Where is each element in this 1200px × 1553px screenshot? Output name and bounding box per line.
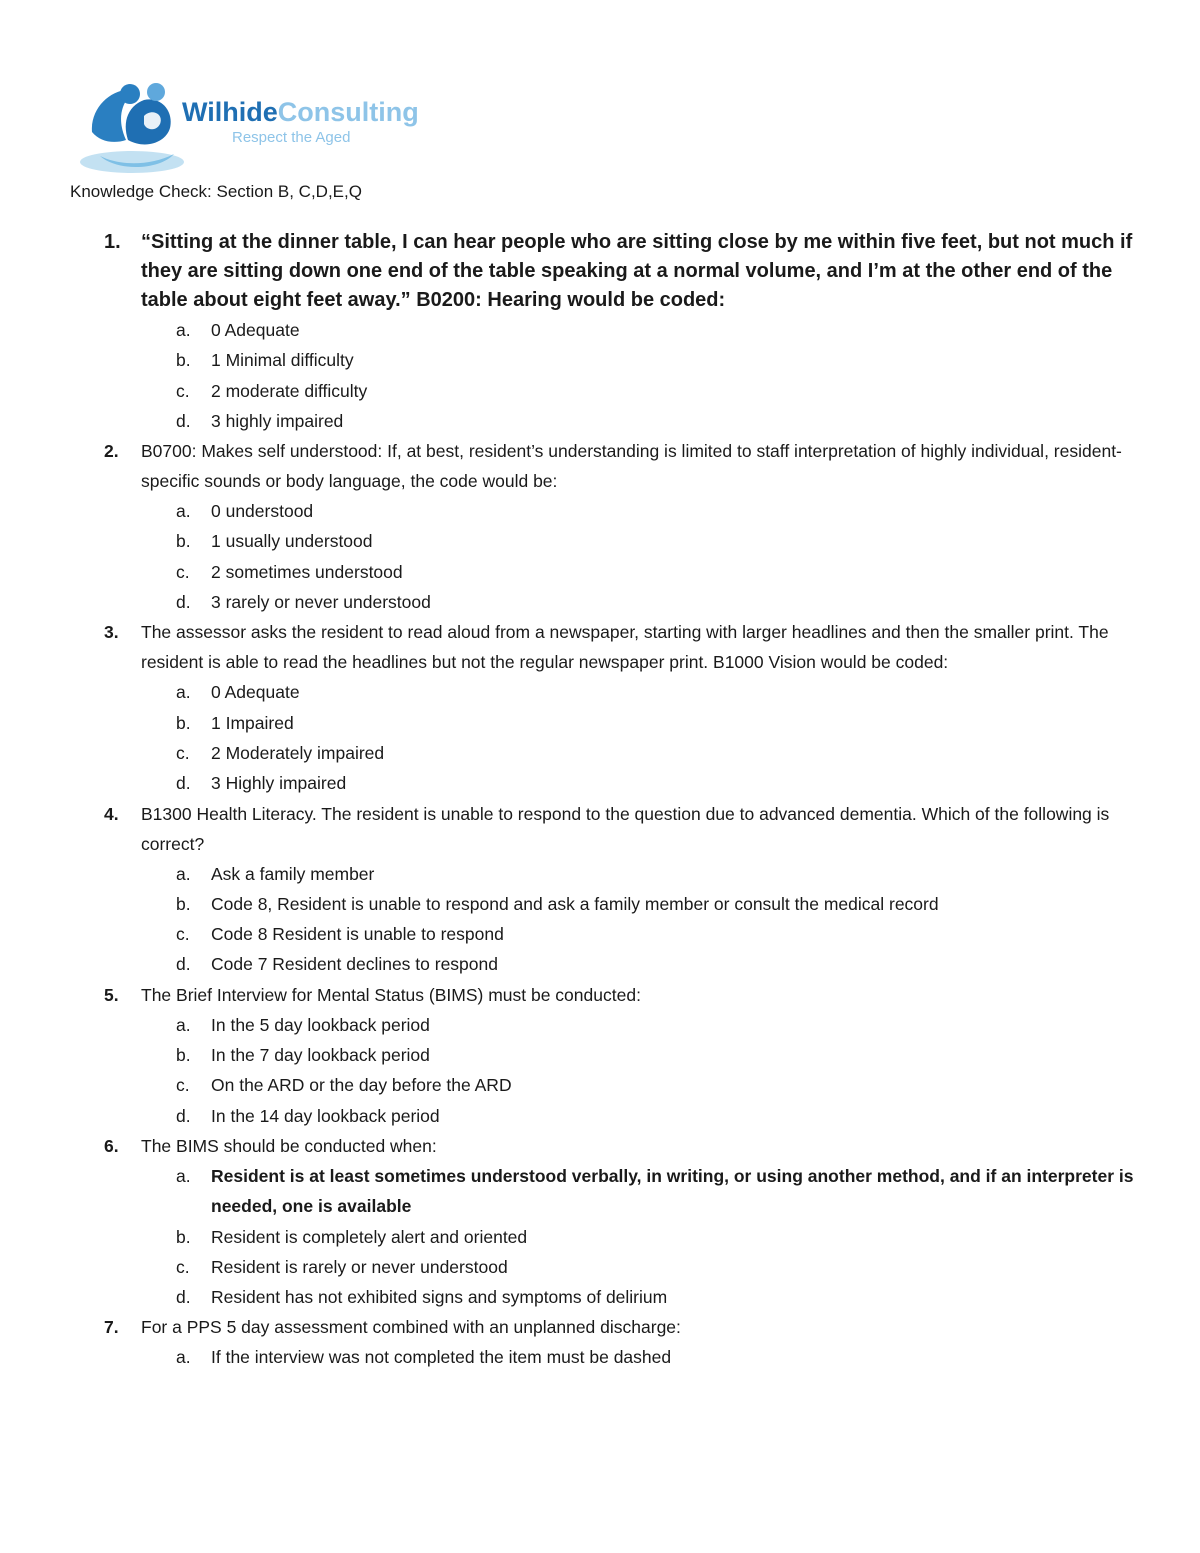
question-text: B1300 Health Literacy. The resident is unable to respond to the question due to advanced dementia. Which of the following is correct? (141, 803, 1110, 854)
answer-letter: c. (176, 380, 190, 401)
answer-text: Resident is at least sometimes understood verbally, in writing, or using another method, and if an interpreter is needed, one is available (211, 1165, 1134, 1217)
answer-option (141, 587, 1135, 617)
answer-text: Resident has not exhibited signs and symptoms of delirium (211, 1287, 668, 1308)
answer-text: 3 rarely or never understood (211, 592, 431, 613)
question-number: 7. (104, 1317, 119, 1338)
answer-option (141, 1010, 1135, 1040)
answer-letter: c. (176, 924, 190, 945)
answer-text: If the interview was not completed the item must be dashed (211, 1347, 672, 1368)
answer-option (141, 406, 1135, 436)
answer-option (141, 526, 1135, 556)
answer-text: 3 Highly impaired (211, 773, 347, 794)
answer-text: In the 14 day lookback period (211, 1105, 440, 1126)
answer-list (141, 1010, 1135, 1131)
question-number: 4. (104, 803, 119, 824)
answer-letter: d. (176, 954, 191, 975)
answer-letter: a. (176, 1014, 191, 1035)
question-text: B0700: Makes self understood: If, at best, resident’s understanding is limited to staff interpretation of highly individual, resident-specific sounds or body language, the code would be: (141, 441, 1122, 492)
answer-option (141, 949, 1135, 979)
answer-option (141, 557, 1135, 587)
question-text: The assessor asks the resident to read aloud from a newspaper, starting with larger headlines and then the smaller print. The resident is able to read the headlines but not the regular newspaper print. B1000 Vision would be coded: (141, 622, 1109, 673)
answer-text: 2 sometimes understood (211, 561, 403, 582)
answer-letter: c. (176, 742, 190, 763)
answer-list (141, 859, 1135, 980)
answer-option (141, 919, 1135, 949)
question-item (0, 1131, 1200, 1312)
answer-letter: a. (176, 501, 191, 522)
question-item (0, 1312, 1200, 1372)
answer-option (141, 859, 1135, 889)
answer-option (141, 1070, 1135, 1100)
answer-list (141, 1342, 1135, 1372)
answer-text: Ask a family member (211, 863, 375, 884)
answer-text: 1 usually understood (211, 531, 373, 552)
answer-text: On the ARD or the day before the ARD (211, 1075, 512, 1096)
answer-letter: d. (176, 773, 191, 794)
question-item (0, 799, 1200, 980)
answer-option (141, 768, 1135, 798)
answer-option (141, 1282, 1135, 1312)
answer-option (141, 1342, 1135, 1372)
question-item (0, 436, 1200, 617)
answer-text: Code 8, Resident is unable to respond and ask a family member or consult the medical record (211, 893, 939, 914)
answer-text: 2 moderate difficulty (211, 380, 368, 401)
answer-letter: a. (176, 682, 191, 703)
answer-letter: b. (176, 350, 191, 371)
answer-option (141, 345, 1135, 375)
question-item (0, 980, 1200, 1131)
answer-list (141, 496, 1135, 617)
answer-letter: c. (176, 561, 190, 582)
answer-text: 1 Impaired (211, 712, 294, 733)
answer-option (141, 1252, 1135, 1282)
answer-letter: a. (176, 320, 191, 340)
answer-letter: d. (176, 1105, 191, 1126)
answer-text: Resident is completely alert and oriented (211, 1226, 528, 1247)
answer-option (141, 1222, 1135, 1252)
answer-letter: b. (176, 893, 191, 914)
answer-text: Code 7 Resident declines to respond (211, 954, 498, 975)
answer-option (141, 496, 1135, 526)
brand-tagline: Respect the Aged (232, 129, 351, 146)
answer-text: Resident is rarely or never understood (211, 1256, 508, 1277)
answer-letter: b. (176, 531, 191, 552)
answer-letter: a. (176, 1165, 191, 1186)
answer-letter: b. (176, 1045, 191, 1066)
answer-letter: d. (176, 410, 191, 431)
answer-list (141, 1161, 1135, 1312)
answer-text: In the 5 day lookback period (211, 1014, 430, 1035)
answer-letter: c. (176, 1075, 190, 1096)
brand-secondary: Consulting (277, 97, 419, 127)
question-item (0, 228, 1200, 436)
brand-name (182, 97, 419, 128)
question-text: For a PPS 5 day assessment combined with an unplanned discharge: (141, 1317, 681, 1338)
question-text: The Brief Interview for Mental Status (BIMS) must be conducted: (141, 984, 641, 1005)
answer-letter: d. (176, 592, 191, 613)
answer-text: Code 8 Resident is unable to respond (211, 924, 504, 945)
answer-text: 0 Adequate (211, 320, 300, 340)
question-number: 5. (104, 984, 119, 1005)
answer-letter: a. (176, 1347, 191, 1368)
question-number: 6. (104, 1135, 119, 1156)
answer-letter: c. (176, 1256, 190, 1277)
answer-letter: b. (176, 1226, 191, 1247)
answer-option (141, 315, 1135, 345)
question-list (0, 228, 1200, 1373)
answer-letter: d. (176, 1287, 191, 1308)
answer-text: 0 understood (211, 501, 314, 522)
answer-list (141, 315, 1135, 436)
answer-text: In the 7 day lookback period (211, 1045, 430, 1066)
answer-option (141, 1161, 1135, 1222)
answer-text: 0 Adequate (211, 682, 300, 703)
answer-option (141, 376, 1135, 406)
question-text: “Sitting at the dinner table, I can hear people who are sitting close by me within five feet, but not much if they are sitting down one end of the table speaking at a normal volume, and I’m at the other end of the table about eight feet away.” B0200: Hearing would be coded: (141, 231, 1133, 311)
answer-letter: a. (176, 863, 191, 884)
answer-letter: b. (176, 712, 191, 733)
question-number: 1. (104, 231, 121, 253)
answer-text: 1 Minimal difficulty (211, 350, 354, 371)
answer-text: 3 highly impaired (211, 410, 344, 431)
brand-primary: Wilhide (182, 97, 278, 127)
answer-option (141, 738, 1135, 768)
answer-option (141, 1040, 1135, 1070)
question-item (0, 617, 1200, 798)
answer-option (141, 889, 1135, 919)
answer-option (141, 708, 1135, 738)
question-number: 2. (104, 441, 119, 462)
page-title: Knowledge Check: Section B, C,D,E,Q (70, 182, 362, 201)
answer-text: 2 Moderately impaired (211, 742, 385, 763)
question-number: 3. (104, 622, 119, 643)
answer-list (141, 677, 1135, 798)
answer-option (141, 1101, 1135, 1131)
question-text: The BIMS should be conducted when: (141, 1135, 437, 1156)
answer-option (141, 677, 1135, 707)
